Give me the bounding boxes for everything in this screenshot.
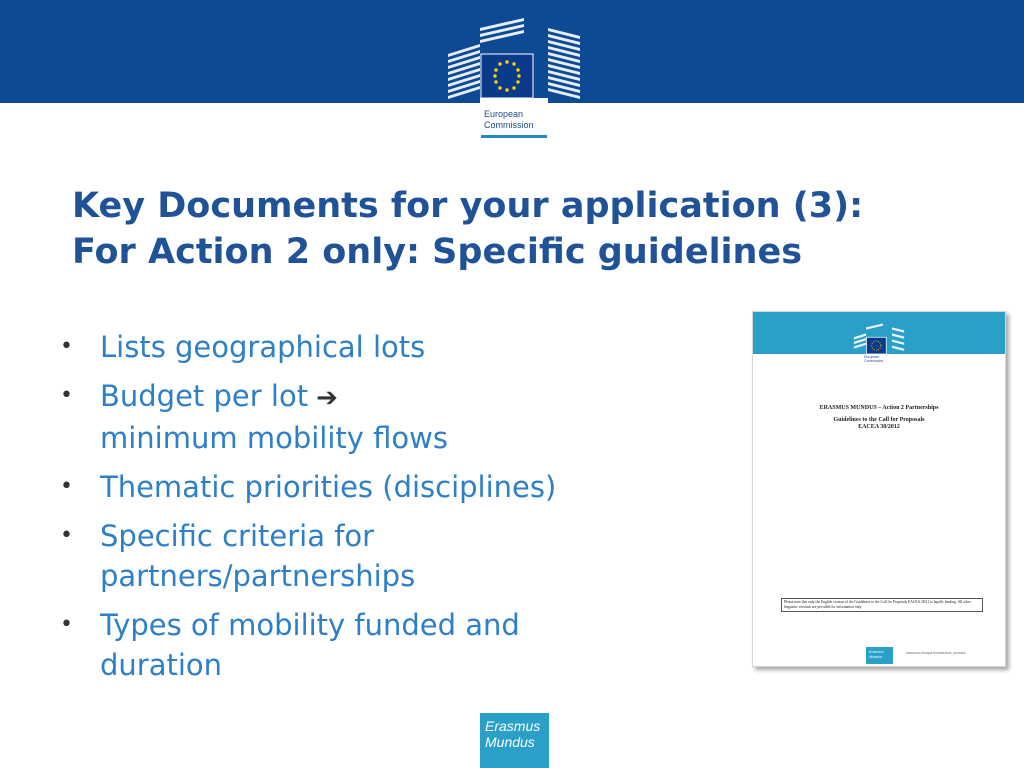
bullet-text-line1: Specific criteria for (100, 519, 375, 553)
erasmus-mundus-badge (480, 713, 549, 768)
slide-title-line2: For Action 2 only: Specific guidelines (72, 232, 803, 272)
logo-text (484, 109, 534, 131)
bullet-dot: • (60, 612, 73, 637)
logo-underline (481, 135, 547, 138)
bullet-item (58, 327, 658, 367)
bullet-item (58, 516, 658, 596)
bullet-item (58, 467, 658, 507)
badge-line1: Erasmus (485, 718, 541, 734)
bullet-text: Lists geographical lots (100, 330, 426, 364)
logo-text-line1: European (484, 109, 524, 119)
bullet-dot: • (60, 334, 73, 359)
doc-badge-line2: Mundus (869, 654, 883, 659)
bullet-text-line2: partners/partnerships (100, 559, 416, 593)
bullet-text: Budget per lot (100, 379, 309, 413)
guidelines-document-thumbnail (752, 311, 1006, 667)
doc-logo-text (864, 355, 883, 363)
doc-logo-line2: Commission (864, 359, 884, 363)
slide-title (72, 183, 1002, 275)
doc-legal-note: Please note that only the English version of the Guidelines to the Call for Proposals EACEA 38/12 is legally binding. All other linguistic versions are provided for information only. (781, 598, 983, 612)
doc-heading: ERASMUS MUNDUS – Action 2 Partnerships (819, 405, 939, 411)
doc-subtitle1: Guidelines to the Call for Proposals (833, 417, 925, 423)
doc-url: eacea.ec.europa.eu/erasmus_mundus (906, 651, 966, 655)
doc-titles (753, 404, 1005, 431)
bullet-text-line1 (100, 376, 658, 418)
bullet-text-line1: Types of mobility funded and (100, 608, 520, 642)
bullet-item (58, 376, 658, 458)
bullet-text-line2: duration (100, 648, 223, 682)
badge-line2: Mundus (485, 734, 535, 750)
bullet-text-line2: minimum mobility flows (100, 421, 448, 455)
bullet-list (58, 327, 658, 694)
bullet-dot: • (60, 474, 73, 499)
bullet-text: Thematic priorities (disciplines) (100, 470, 557, 504)
doc-badge-line1: Erasmus (869, 650, 884, 654)
bullet-dot: • (60, 523, 73, 548)
bullet-dot: • (60, 383, 73, 408)
doc-erasmus-mundus-badge (866, 647, 893, 664)
slide-title-line1: Key Documents for your application (3): (72, 186, 864, 226)
doc-subtitle2: EACEA 38/2012 (858, 424, 900, 430)
bullet-item (58, 605, 658, 685)
european-commission-logo (440, 14, 588, 140)
logo-text-line2: Commission (484, 120, 534, 130)
right-arrow-icon: ➔ (316, 383, 338, 413)
doc-logo-line1: European (864, 355, 880, 359)
